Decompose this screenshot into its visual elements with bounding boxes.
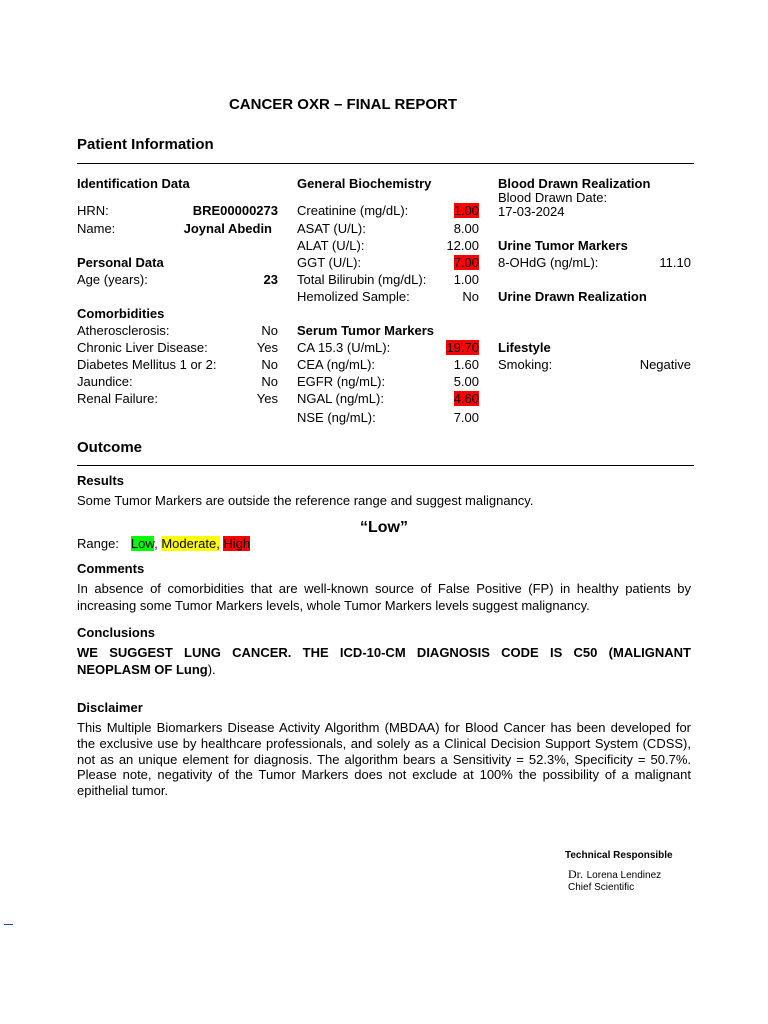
marker-value: 7.00	[453, 410, 479, 425]
comorbidity-label: Diabetes Mellitus 1 or 2:	[77, 357, 217, 372]
biochem-label: Total Bilirubin (mg/dL):	[297, 272, 427, 287]
biochem-value: No	[462, 289, 479, 304]
signature-role: Technical Responsible	[565, 850, 673, 861]
blood-drawn-heading: Blood Drawn Realization	[498, 176, 651, 191]
serum-markers-heading: Serum Tumor Markers	[297, 323, 435, 338]
outcome-level: “Low”	[360, 519, 408, 536]
divider	[77, 465, 694, 466]
marker-value-flagged: 4.60	[453, 391, 479, 406]
marker-label: EGFR (ng/mL):	[297, 374, 386, 389]
range-low: Low	[130, 536, 155, 551]
identification-heading: Identification Data	[77, 176, 190, 191]
range-label: Range:	[77, 536, 119, 551]
range-separator: ,	[154, 536, 158, 551]
conclusions-tail: ).	[207, 661, 216, 677]
comorbidity-value: No	[261, 323, 278, 338]
disclaimer-text: This Multiple Biomarkers Disease Activity Algorithm (MBDAA) for Blood Cancer has been developed for the exclusive use by healthcare professionals, and solely as a Clinical Decision Support System (CDSS), not as an unique element for diagnosis. The algorithm bears a Sensitivity = 52.3%, Specificity = 50.7%. Please note, negativity of the Tumor Markers does not exclude at 100% the possibility of a malignant epithelial tumor.	[77, 720, 691, 799]
comments-text: In absence of comorbidities that are well-known source of False Positive (FP) in healthy patients by increasing some Tumor Markers levels, whole Tumor Markers levels suggest malignancy.	[77, 581, 691, 613]
urine-marker-label: 8-OHdG (ng/mL):	[498, 255, 599, 270]
divider	[77, 163, 694, 164]
outcome-heading: Outcome	[77, 439, 143, 456]
results-text: Some Tumor Markers are outside the reference range and suggest malignancy.	[77, 493, 534, 508]
urine-markers-heading: Urine Tumor Markers	[498, 238, 628, 253]
marker-value-flagged: 19.70	[446, 340, 479, 355]
age-value: 23	[263, 272, 278, 287]
smoking-label: Smoking:	[498, 357, 553, 372]
biochem-value-flagged: 1.00	[453, 203, 479, 218]
biochem-label: ALAT (U/L):	[297, 238, 365, 253]
biochem-label: ASAT (U/L):	[297, 221, 366, 236]
biochem-value: 12.00	[446, 238, 479, 253]
range-legend	[77, 536, 250, 551]
biochemistry-heading: General Biochemistry	[297, 176, 432, 191]
signature-name-line	[568, 866, 661, 882]
age-label: Age (years):	[77, 272, 148, 287]
name-value: Joynal Abedin	[183, 221, 272, 236]
marker-label: NGAL (ng/mL):	[297, 391, 384, 406]
personal-heading: Personal Data	[77, 255, 164, 270]
hrn-value: BRE00000273	[192, 203, 278, 218]
urine-marker-value: 11.10	[659, 255, 691, 270]
lifestyle-heading: Lifestyle	[498, 340, 551, 355]
results-heading: Results	[77, 473, 124, 488]
conclusions-bold: WE SUGGEST LUNG CANCER. THE ICD-10-CM DIAGNOSIS CODE IS C50 (MALIGNANT NEOPLASM OF Lung	[77, 645, 691, 677]
marker-label: NSE (ng/mL):	[297, 410, 376, 425]
marker-label: CEA (ng/mL):	[297, 357, 376, 372]
comorbidity-label: Chronic Liver Disease:	[77, 340, 208, 355]
biochem-label: Hemolized Sample:	[297, 289, 410, 304]
conclusions-heading: Conclusions	[77, 625, 156, 640]
blood-drawn-date-label: Blood Drawn Date:	[498, 190, 608, 205]
biochem-value-flagged: 7.00	[453, 255, 479, 270]
disclaimer-heading: Disclaimer	[77, 700, 143, 715]
smoking-value: Negative	[639, 357, 691, 372]
comorbidity-value: Yes	[256, 391, 278, 406]
signature-title: Chief Scientific	[568, 882, 635, 893]
biochem-label: GGT (U/L):	[297, 255, 362, 270]
comorbidity-value: No	[261, 374, 278, 389]
signature-name: Lorena Lendinez	[586, 870, 662, 881]
range-high: High	[223, 536, 251, 551]
comorbidity-value: Yes	[256, 340, 278, 355]
biochem-value: 1.00	[453, 272, 479, 287]
signature-prefix: Dr.	[568, 867, 583, 881]
biochem-label: Creatinine (mg/dL):	[297, 203, 409, 218]
name-label: Name:	[77, 221, 116, 236]
comorbidities-heading: Comorbidities	[77, 306, 165, 321]
marker-value: 1.60	[453, 357, 479, 372]
comorbidity-label: Renal Failure:	[77, 391, 158, 406]
report-title: CANCER OXR – FINAL REPORT	[228, 96, 458, 113]
conclusions-text	[77, 645, 691, 678]
patient-info-heading: Patient Information	[77, 136, 214, 153]
blood-drawn-date-value: 17-03-2024	[498, 204, 565, 219]
comorbidity-value: No	[261, 357, 278, 372]
page-mark	[4, 924, 13, 925]
hrn-label: HRN:	[77, 203, 109, 218]
comorbidity-label: Atherosclerosis:	[77, 323, 170, 338]
marker-label: CA 15.3 (U/mL):	[297, 340, 391, 355]
comments-heading: Comments	[77, 561, 145, 576]
marker-value: 5.00	[453, 374, 479, 389]
biochem-value: 8.00	[453, 221, 479, 236]
urine-drawn-heading: Urine Drawn Realization	[498, 289, 647, 304]
comorbidity-label: Jaundice:	[77, 374, 133, 389]
range-moderate: Moderate,	[161, 536, 220, 551]
